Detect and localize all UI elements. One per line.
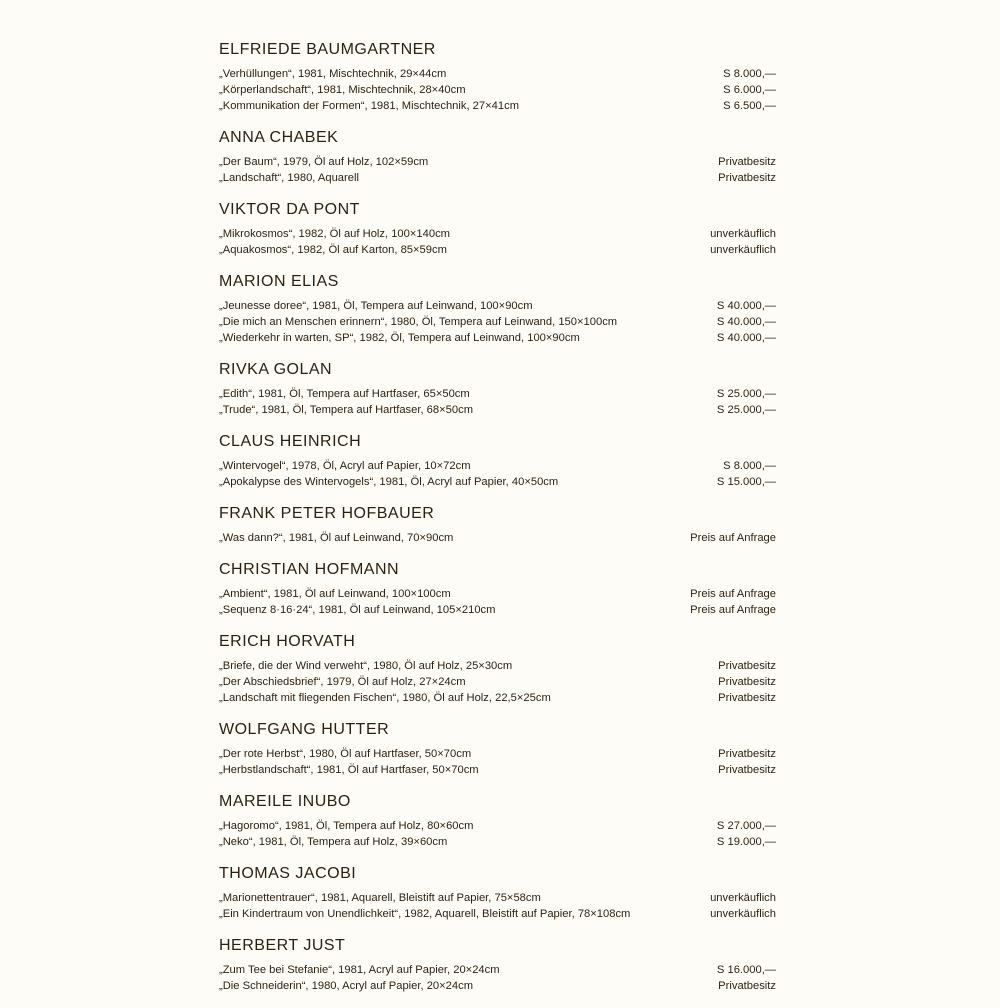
artwork-title: „Briefe, die der Wind verweht“, 1980, Öl auf Holz, 25×30cm xyxy=(219,660,513,672)
artwork-price: S 8.000,— xyxy=(723,460,776,472)
artwork-title: „Die mich an Menschen erinnern“, 1980, Öl, Tempera auf Leinwand, 150×100cm xyxy=(219,316,618,328)
artist-name: MAREILE INUBO xyxy=(219,793,351,810)
artist-entry xyxy=(219,200,776,258)
artwork-row xyxy=(219,170,776,186)
artist-name: RIVKA GOLAN xyxy=(219,361,333,378)
artwork-title: „Ein Kindertraum von Unendlichkeit“, 1982, Aquarell, Bleistift auf Papier, 78×108cm xyxy=(219,908,631,920)
artist-entry xyxy=(219,128,776,186)
artwork-price: Privatbesitz xyxy=(718,156,776,168)
artwork-title: „Die Schneiderin“, 1980, Acryl auf Papier, 20×24cm xyxy=(219,980,474,992)
artist-name: WOLFGANG HUTTER xyxy=(219,721,390,738)
artwork-title: „Der Abschiedsbrief“, 1979, Öl auf Holz, 27×24cm xyxy=(219,676,466,688)
artist-entry xyxy=(219,864,776,922)
artist-name: ANNA CHABEK xyxy=(219,129,339,146)
artwork-price: S 40.000,— xyxy=(716,300,776,312)
artist-name: VIKTOR DA PONT xyxy=(219,201,360,218)
artist-name: HERBERT JUST xyxy=(219,937,346,954)
artwork-price: S 8.000,— xyxy=(723,68,776,80)
artwork-price: unverkäuflich xyxy=(710,908,776,920)
artwork-title: „Marionettentrauer“, 1981, Aquarell, Bleistift auf Papier, 75×58cm xyxy=(219,892,541,904)
artist-name: ERICH HORVATH xyxy=(219,633,356,650)
artwork-title: „Verhüllungen“, 1981, Mischtechnik, 29×44cm xyxy=(219,68,447,80)
artist-name: THOMAS JACOBI xyxy=(219,865,357,882)
artwork-row xyxy=(219,906,776,922)
artwork-row xyxy=(219,890,776,906)
artwork-title: „Sequenz 8·16·24“, 1981, Öl auf Leinwand, 105×210cm xyxy=(219,604,496,616)
artwork-row xyxy=(219,474,776,490)
artwork-row xyxy=(219,762,776,778)
artwork-row xyxy=(219,314,776,330)
artwork-row xyxy=(219,226,776,242)
artist-entry xyxy=(219,504,776,546)
artwork-title: „Landschaft“, 1980, Aquarell xyxy=(219,172,359,184)
artwork-title: „Aquakosmos“, 1982, Öl auf Karton, 85×59cm xyxy=(219,244,447,256)
artwork-row xyxy=(219,978,776,994)
artwork-title: „Mikrokosmos“, 1982, Öl auf Holz, 100×140cm xyxy=(219,228,450,240)
artwork-row xyxy=(219,690,776,706)
artwork-row xyxy=(219,458,776,474)
artwork-price: Preis auf Anfrage xyxy=(690,604,776,616)
artist-entry xyxy=(219,272,776,346)
artist-name: FRANK PETER HOFBAUER xyxy=(219,505,435,522)
artwork-row xyxy=(219,154,776,170)
artwork-title: „Apokalypse des Wintervogels“, 1981, Öl, Acryl auf Papier, 40×50cm xyxy=(219,476,559,488)
artwork-row xyxy=(219,530,776,546)
artist-entry xyxy=(219,792,776,850)
artwork-price: S 6.500,— xyxy=(723,100,776,112)
artwork-row xyxy=(219,66,776,82)
artwork-price: unverkäuflich xyxy=(710,892,776,904)
artwork-title: „Edith“, 1981, Öl, Tempera auf Hartfaser, 65×50cm xyxy=(219,388,470,400)
artwork-row xyxy=(219,82,776,98)
artwork-price: Privatbesitz xyxy=(718,980,776,992)
artist-name: CLAUS HEINRICH xyxy=(219,433,362,450)
artist-name: ELFRIEDE BAUMGARTNER xyxy=(219,41,436,58)
artwork-price: Privatbesitz xyxy=(718,764,776,776)
artwork-price: S 40.000,— xyxy=(716,332,776,344)
artwork-title: „Wiederkehr in warten, SP“, 1982, Öl, Tempera auf Leinwand, 100×90cm xyxy=(219,332,580,344)
artwork-row xyxy=(219,962,776,978)
artwork-row xyxy=(219,658,776,674)
artwork-price: S 25.000,— xyxy=(716,404,776,416)
artist-entry xyxy=(219,936,776,994)
artwork-price: S 25.000,— xyxy=(716,388,776,400)
artwork-title: „Zum Tee bei Stefanie“, 1981, Acryl auf Papier, 20×24cm xyxy=(219,964,500,976)
artwork-price: Privatbesitz xyxy=(718,172,776,184)
artwork-price: Privatbesitz xyxy=(718,748,776,760)
artwork-title: „Körperlandschaft“, 1981, Mischtechnik, 28×40cm xyxy=(219,84,466,96)
artwork-title: „Hagoromo“, 1981, Öl, Tempera auf Holz, 80×60cm xyxy=(219,820,474,832)
artwork-title: „Ambient“, 1981, Öl auf Leinwand, 100×100cm xyxy=(219,588,451,600)
artist-entry xyxy=(219,720,776,778)
artwork-row xyxy=(219,330,776,346)
artwork-price: unverkäuflich xyxy=(710,228,776,240)
artwork-row xyxy=(219,746,776,762)
artist-entry xyxy=(219,632,776,706)
artwork-title: „Kommunikation der Formen“, 1981, Mischtechnik, 27×41cm xyxy=(219,100,520,112)
artwork-row xyxy=(219,586,776,602)
artwork-title: „Wintervogel“, 1978, Öl, Acryl auf Papier, 10×72cm xyxy=(219,460,471,472)
artwork-price: Preis auf Anfrage xyxy=(690,588,776,600)
artwork-row xyxy=(219,242,776,258)
artwork-price: S 27.000,— xyxy=(716,820,776,832)
artwork-title: „Neko“, 1981, Öl, Tempera auf Holz, 39×60cm xyxy=(219,836,448,848)
artwork-row xyxy=(219,602,776,618)
artist-name: CHRISTIAN HOFMANN xyxy=(219,561,400,578)
artwork-price: S 15.000,— xyxy=(716,476,776,488)
artist-name: MARION ELIAS xyxy=(219,273,339,290)
artwork-title: „Herbstlandschaft“, 1981, Öl auf Hartfaser, 50×70cm xyxy=(219,764,479,776)
artist-entry xyxy=(219,432,776,490)
artwork-row xyxy=(219,386,776,402)
artwork-price: S 40.000,— xyxy=(716,316,776,328)
artwork-row xyxy=(219,818,776,834)
artwork-row xyxy=(219,834,776,850)
artwork-price: unverkäuflich xyxy=(710,244,776,256)
artist-entry xyxy=(219,560,776,618)
artwork-row xyxy=(219,402,776,418)
artwork-price: S 6.000,— xyxy=(723,84,776,96)
artwork-row xyxy=(219,98,776,114)
artwork-price: S 19.000,— xyxy=(716,836,776,848)
artwork-catalog xyxy=(219,40,776,1008)
artwork-title: „Landschaft mit fliegenden Fischen“, 1980, Öl auf Holz, 22,5×25cm xyxy=(219,692,551,704)
artwork-title: „Was dann?“, 1981, Öl auf Leinwand, 70×90cm xyxy=(219,532,454,544)
artwork-price: Privatbesitz xyxy=(718,660,776,672)
artwork-price: Privatbesitz xyxy=(718,676,776,688)
artwork-title: „Jeunesse doree“, 1981, Öl, Tempera auf Leinwand, 100×90cm xyxy=(219,300,533,312)
artwork-row xyxy=(219,298,776,314)
artwork-price: Privatbesitz xyxy=(718,692,776,704)
artist-entry xyxy=(219,360,776,418)
artwork-title: „Der Baum“, 1979, Öl auf Holz, 102×59cm xyxy=(219,156,429,168)
artwork-price: Preis auf Anfrage xyxy=(690,532,776,544)
artwork-price: S 16.000,— xyxy=(716,964,776,976)
artist-entry xyxy=(219,40,776,114)
artwork-title: „Der rote Herbst“, 1980, Öl auf Hartfaser, 50×70cm xyxy=(219,748,472,760)
artwork-row xyxy=(219,674,776,690)
artwork-title: „Trude“, 1981, Öl, Tempera auf Hartfaser, 68×50cm xyxy=(219,404,474,416)
